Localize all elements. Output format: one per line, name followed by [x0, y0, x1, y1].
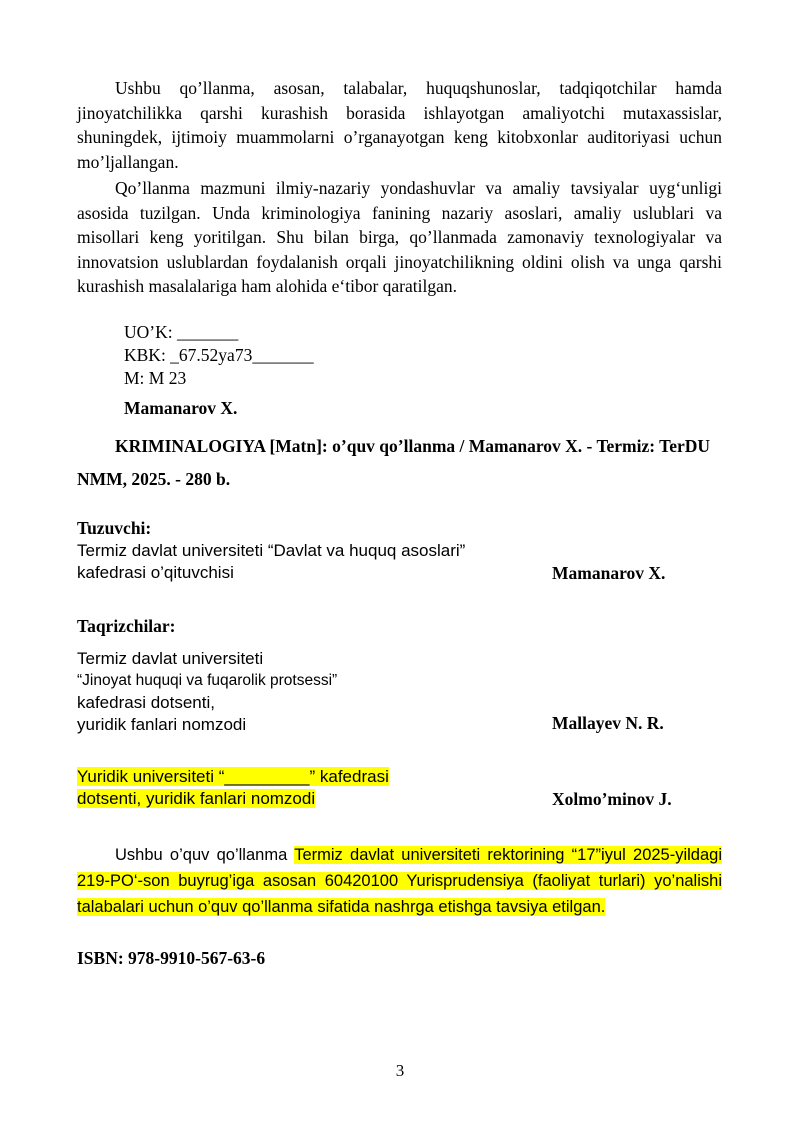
compiler-name: Mamanarov X. [552, 563, 666, 583]
reviewer-1-affiliation [77, 648, 337, 736]
intro-paragraph-1-text: Ushbu qo’llanma, asosan, talabalar, huquqshunoslar, tadqiqotchilar hamda jinoyatchilikka qarshi kurashish borasida ishlayotgan amaliyotchi mutaxassislar, shuningdek, ijtimoiy muammolarni o’rganayotgan keng kitobxonlar auditoriyasi uchun mo’ljallangan. [77, 78, 722, 172]
reviewer-1-line-4: yuridik fanlari nomzodi [77, 715, 247, 734]
kbk-code: KBK: _67.52ya73_______ [124, 345, 314, 365]
page-number: 3 [395, 1061, 405, 1080]
bibliographic-record-text: KRIMINALOGIYA [Matn]: o’quv qo’llanma / Mamanarov X. - Termiz: TerDU NMM, 2025. - 280 b. [77, 436, 711, 489]
compiler-label: Tuzuvchi: [77, 518, 152, 538]
author-name: Mamanarov X. [124, 398, 238, 418]
reviewer-1-line-1: Termiz davlat universiteti [77, 649, 264, 668]
approval-highlighted: Termiz davlat universiteti rektorining “17”iyul 2025-yildagi 219-PO‘-son buyrug’iga asosan 60420100 Yurisprudensiya (faoliyat turlari) yo’nalishi talabalari uchun o’quv qo’llanma sifatida nashrga etishga tavsiya etilgan. [77, 846, 722, 916]
reviewer-1-line-2: “Jinoyat huquqi va fuqarolik protsessi” [77, 672, 338, 689]
reviewer-1-line-3: kafedrasi dotsenti, [77, 693, 215, 712]
isbn: ISBN: 978-9910-567-63-6 [77, 948, 266, 968]
bibliographic-record [77, 430, 722, 496]
intro-paragraph-1 [77, 76, 722, 174]
reviewer-2-affiliation [77, 766, 389, 810]
approval-paragraph [77, 842, 722, 920]
compiler-line-1: Termiz davlat universiteti “Davlat va huquq asoslari” [77, 541, 466, 560]
compiler-affiliation [77, 540, 465, 584]
reviewer-2-line-2: dotsenti, yuridik fanlari nomzodi [77, 789, 316, 808]
reviewer-2-name: Xolmo’minov J. [552, 789, 672, 809]
compiler-line-2: kafedrasi o’qituvchisi [77, 563, 234, 582]
reviewer-2-line-1: Yuridik universiteti “_________” kafedrasi [77, 767, 389, 786]
intro-paragraph-2 [77, 176, 722, 299]
reviewer-1-name: Mallayev N. R. [552, 713, 664, 733]
reviewers-label: Taqrizchilar: [77, 616, 176, 636]
intro-paragraph-2-text: Qo’llanma mazmuni ilmiy-nazariy yondashuvlar va amaliy tavsiyalar uyg‘unligi asosida tuzilgan. Unda kriminologiya fanining nazariy asoslari, amaliy uslublari va misollari keng yoritilgan. Shu bilan birga, qo’llanmada zamonaviy texnologiyalar va innovatsion uslublardan foydalanish orqali jinoyatchilikning oldini olish va unga qarshi kurashish masalalariga ham alohida e‘tibor qaratilgan. [77, 178, 722, 296]
uok-code: UO’K: _______ [124, 322, 239, 342]
classification-codes [124, 321, 314, 390]
approval-lead: Ushbu o’quv qo’llanma [115, 846, 295, 864]
m-code: M: M 23 [124, 368, 187, 388]
